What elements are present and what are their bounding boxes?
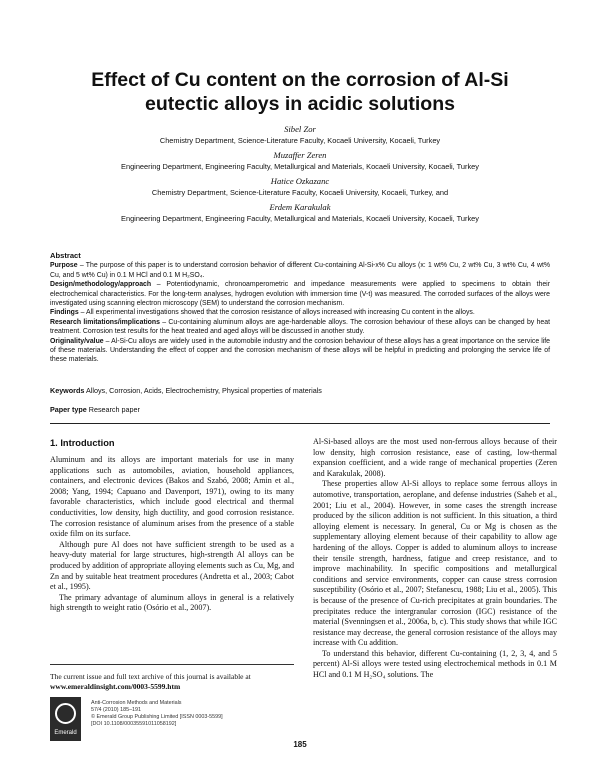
body-paragraph: These properties allow Al-Si alloys to replace some ferrous alloys in automotive, transportation, aeroplane, and defense industries (Saheb et al., 2001; Liu et al., 2004). However, in some cases the strength increase produced by the silicon addition is not sufficient. In this situation, a third alloying element is necessary. In general, Cu or Mg is chosen as the supplementary alloying element because of their capability to allow age hardening of the alloys. Copper is added to aluminum alloys to increase their tensile strength, hardness, fatigue and creep resistance, and to improve machinability. In specific compositions and metallurgical conditions and service environments, copper can cause stress corrosion susceptibility (Osório et al., 2007; Stefanescu, 1988; Liu et al., 2005). This is because of the presence of Cu-rich precipitates at grain boundaries. The precipitates reduce the intergranular corrosion (IGC) resistance of the material (Svenningsen et al., 2006a, b, c). This study shows that while IGC resistance may decrease, the general corrosion resistance of the alloys may increase with Cu addition. (313, 479, 557, 648)
pubinfo-line: Anti-Corrosion Methods and Materials (91, 700, 182, 706)
author-name: Muzaffer Zeren (273, 150, 327, 160)
keywords-text: Alloys, Corrosion, Acids, Electrochemistry, Physical properties of materials (84, 386, 322, 395)
originality-label: Originality/value (50, 337, 104, 345)
body-paragraph: Aluminum and its alloys are important materials for use in many applications such as automobiles, aviation, household appliances, containers, and electronic devices (Bakos and Szabó, 2008; Amin et al., 2008; Yang, 1994; Capuano and Davenport, 1971), owing to its many favorable characteristics, which include good electrical and thermal conductivities, low density, high ductility, and good corrosion resistance. The corrosion resistance of aluminum arises from the presence of a stable oxide film on its surface. (50, 455, 294, 539)
right-column (313, 437, 557, 681)
author-affiliation: Engineering Department, Engineering Faculty, Metallurgical and Materials, Kocaeli University, Kocaeli, Turkey (121, 162, 479, 171)
abstract-design (50, 280, 550, 308)
abstract-originality (50, 337, 550, 365)
findings-text: – All experimental investigations showed that the corrosion resistance of alloys increased with increasing Cu content in the alloys. (78, 309, 475, 317)
abstract (50, 251, 550, 365)
findings-label: Findings (50, 309, 79, 317)
archive-note-text: The current issue and full text archive of this journal is available at (50, 672, 251, 681)
title-line-1: Effect of Cu content on the corrosion of Al-Si (91, 69, 509, 91)
design-label: Design/methodology/approach (50, 281, 152, 289)
design-text: – Potentiodynamic, chronoamperometric and impedance measurements were applied to specimens to obtain their electrochemical characteristics. For the long-term analyses, hydrogen evolution with immersion time (V-t) was measured. The corroded surfaces of the alloys were investigated using scanning electron microscopy (SEM) to understand the corrosion mechanism. (50, 281, 550, 308)
logo-text: Emerald (54, 730, 77, 736)
body-paragraph: Although pure Al does not have sufficient strength to be used as a heavy-duty material for large structures, high-strength Al alloys can be produced by addition of appropriate alloying elements such as Cu, Mg, and Zn and by suitable heat treatment procedures (Andretta et al., 2003; Cabot et al., 1995). (50, 539, 294, 592)
keywords-label: Keywords (50, 386, 85, 395)
archive-url-link[interactable]: www.emeraldinsight.com/0003-5599.htm (50, 682, 181, 691)
author-affiliation: Chemistry Department, Science-Literature Faculty, Kocaeli University, Kocaeli, Turkey, and (151, 188, 449, 197)
body-paragraph: The primary advantage of aluminum alloys in general is a relatively high strength to weight ratio (Osório et al., 2007). (50, 592, 294, 613)
pubinfo-line: 57/4 (2010) 185–191 (91, 707, 142, 714)
research-text: – Cu-containing aluminum alloys are age-hardenable alloys. The corrosion behaviour of these alloys can be changed by heat treatment. Corrosion test results for the heat treated and aged alloys will be discussed in another study. (50, 318, 550, 336)
abstract-findings (50, 308, 550, 317)
section-heading: 1. Introduction (50, 438, 115, 448)
section-divider (50, 423, 550, 424)
research-label: Research limitations/implications (50, 318, 160, 326)
keywords (50, 386, 550, 396)
publisher-logo (50, 697, 81, 741)
paper-type-label: Paper type (50, 405, 87, 414)
originality-text: – Al-Si-Cu alloys are widely used in the automobile industry and the corrosion behaviour of these alloys has a great importance on the service life of these materials. Understanding the effect of copper and the corrosion mechanism of these alloys will be helpful in predicting and prolonging the service life of these materials. (50, 337, 550, 364)
pubinfo-line: © Emerald Group Publishing Limited [ISSN 0003-5599] (91, 714, 223, 721)
abstract-research (50, 318, 550, 337)
author-name: Sibel Zor (284, 124, 316, 134)
author-affiliation: Engineering Department, Engineering Faculty, Metallurgical and Materials, Kocaeli University, Kocaeli, Turkey (121, 214, 479, 223)
page-number: 185 (293, 740, 307, 749)
left-column (50, 437, 294, 614)
author-block (40, 124, 560, 224)
paper-title (40, 68, 560, 116)
paper-type (50, 405, 550, 415)
purpose-label: Purpose (50, 262, 78, 270)
journal-archive-note (50, 672, 294, 692)
author-name: Erdem Karakulak (269, 202, 331, 212)
author-affiliation: Chemistry Department, Science-Literature Faculty, Kocaeli University, Kocaeli, Turkey (159, 136, 441, 145)
author-name: Hatice Ozkazanc (270, 176, 330, 186)
abstract-heading: Abstract (50, 251, 81, 260)
title-line-2: eutectic alloys in acidic solutions (145, 93, 455, 115)
emerald-ring-icon (55, 703, 76, 724)
pubinfo-line: [DOI 10.1108/00035591011058192] (91, 721, 177, 728)
body-paragraph: Al-Si-based alloys are the most used non-ferrous alloys because of their low density, high corrosion resistance, ease of casting, low-thermal expansion coefficient, and a wide range of mechanical properties (Zeren and Karakulak, 2008). (313, 437, 557, 478)
purpose-text: – The purpose of this paper is to understand corrosion behavior of different Cu-containing Al-Si-x% Cu alloys (x: 1 wt% Cu, 2 wt% Cu, 3 wt% Cu, 4 wt% Cu, and 5 wt% Cu) in 0.1 M HCl and 0.1 M H₂SO₄. (50, 262, 550, 279)
publication-info (91, 700, 301, 728)
paper-type-text: Research paper (86, 405, 140, 414)
abstract-purpose (50, 261, 550, 280)
footnote-divider (50, 664, 294, 665)
body-paragraph: To understand this behavior, different Cu-containing (1, 2, 3, 4, and 5 percent) Al-Si alloys were tested using electrochemical methods in 0.1 M HCl and 0.1 M H₂SO₄ solutions. The (313, 648, 557, 680)
